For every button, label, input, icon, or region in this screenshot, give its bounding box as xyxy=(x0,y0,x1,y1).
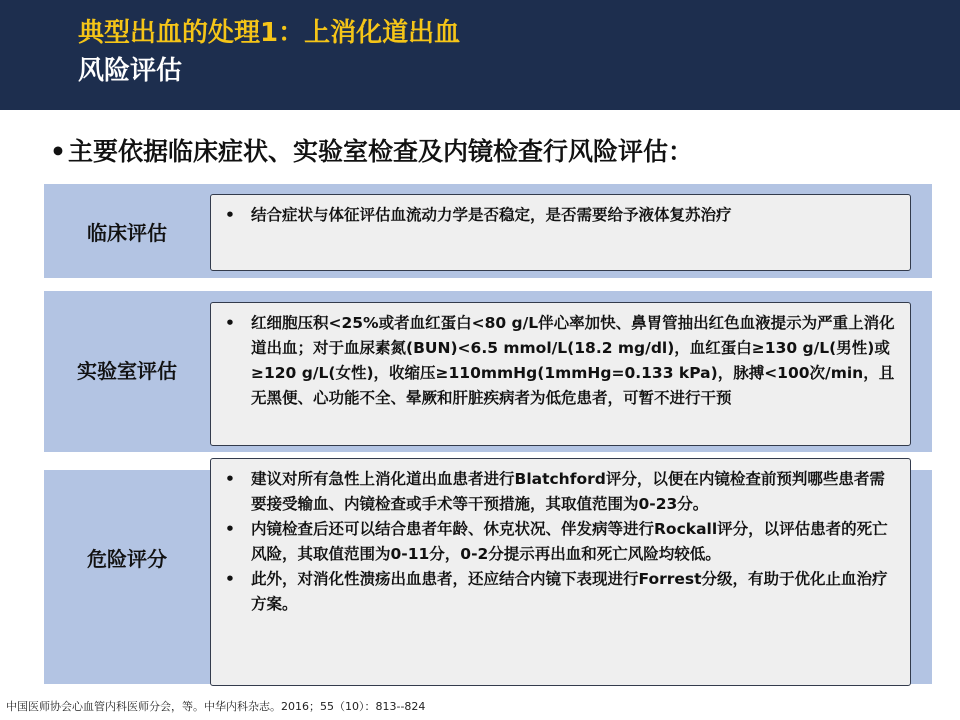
bullet-mark: • xyxy=(225,570,235,588)
section-risk-content xyxy=(210,458,911,686)
bullet-mark: • xyxy=(225,314,235,332)
lab-bullet-list xyxy=(223,311,896,411)
bullet-text: 内镜检查后还可以结合患者年龄、休克状况、伴发病等进行Rockall评分，以评估患者的死亡风险，其取值范围为0-11分，0-2分提示再出血和死亡风险均较低。 xyxy=(251,520,888,563)
citation-footer: 中国医师协会心血管内科医师分会，等。中华内科杂志。2016；55（10）：813--824 xyxy=(6,700,426,713)
bullet-text: 此外，对消化性溃疡出血患者，还应结合内镜下表现进行Forrest分级，有助于优化止血治疗方案。 xyxy=(251,570,888,613)
bullet-mark: • xyxy=(225,206,235,224)
section-risk-label: 危险评分 xyxy=(87,547,167,571)
bullet-text: 红细胞压积<25%或者血红蛋白<80 g/L伴心率加快、鼻胃管抽出红色血液提示为严重上消化道出血；对于血尿素氮(BUN)<6.5 mmol/L(18.2 mg/dl)，血红蛋白≥130 g/L(男性)或≥120 g/L(女性)，收缩压≥110mmHg(1mmHg=0.133 kPa)，脉搏<100次/min，且无黑便、心功能不全、晕厥和肝脏疾病者为低危患者，可暂不进行干预 xyxy=(251,314,895,407)
list-item xyxy=(223,517,896,567)
section-lab-content xyxy=(210,302,911,446)
slide-title: 典型出血的处理1：上消化道出血 xyxy=(78,18,461,48)
bullet-mark: • xyxy=(225,520,235,538)
slide-header xyxy=(0,0,960,110)
intro-bullet: • xyxy=(50,137,66,166)
risk-bullet-list xyxy=(223,467,896,617)
bullet-mark: • xyxy=(225,470,235,488)
list-item xyxy=(223,567,896,617)
section-clinical-content xyxy=(210,194,911,271)
clinical-bullet-list xyxy=(223,203,896,228)
slide-subtitle: 风险评估 xyxy=(78,56,183,86)
list-item xyxy=(223,311,896,411)
intro-text: 主要依据临床症状、实验室检查及内镜检查行风险评估： xyxy=(68,137,694,166)
list-item xyxy=(223,467,896,517)
bullet-text: 结合症状与体征评估血流动力学是否稳定，是否需要给予液体复苏治疗 xyxy=(251,206,732,224)
bullet-text: 建议对所有急性上消化道出血患者进行Blatchford评分，以便在内镜检查前预判哪些患者需要接受输血、内镜检查或手术等干预措施，其取值范围为0-23分。 xyxy=(251,470,885,513)
intro-statement xyxy=(50,134,693,170)
section-clinical-label: 临床评估 xyxy=(87,221,167,245)
section-lab-label: 实验室评估 xyxy=(77,359,177,383)
list-item xyxy=(223,203,896,228)
